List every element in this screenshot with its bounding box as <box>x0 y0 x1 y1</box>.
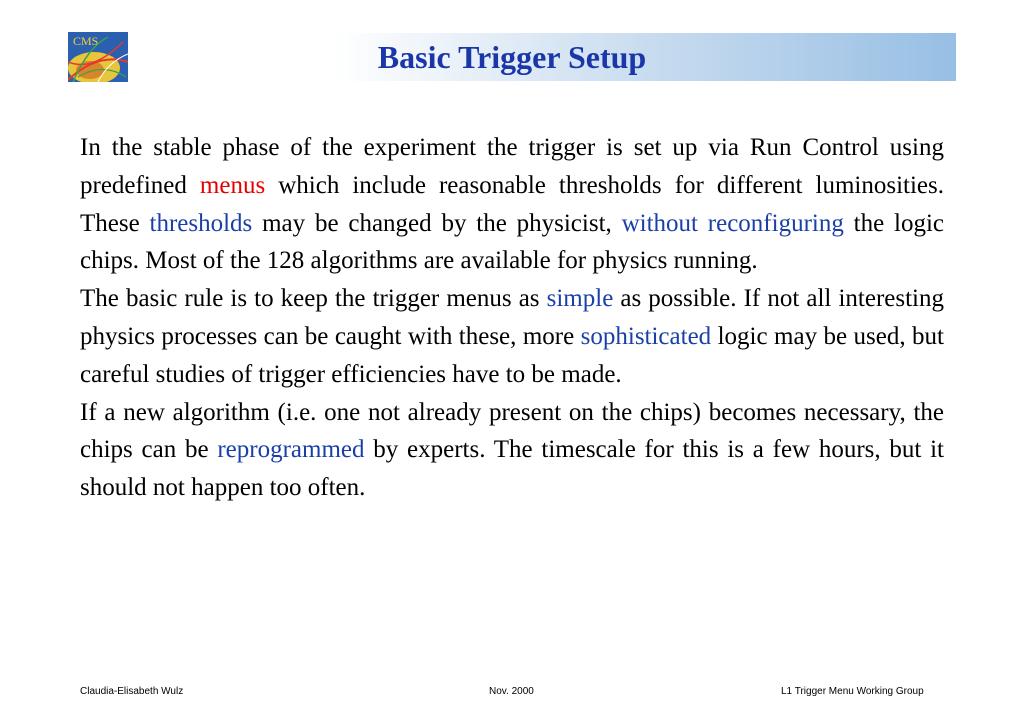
text-segment: the logic chips. Most of the 128 algorithms are available for physics running. <box>80 209 944 275</box>
footer-author: Claudia-Elisabeth Wulz <box>80 686 184 697</box>
text-segment: The basic rule is to keep the trigger menus as <box>80 285 547 313</box>
highlight-menus: menus <box>199 171 266 199</box>
text-segment: may be changed by the physicist, <box>252 209 622 237</box>
text-segment: logic may be used, but careful studies of trigger efficiencies have to be made. <box>80 322 944 388</box>
text-segment: If a new algorithm (i.e. one not already present on the chips) becomes necessary, the chips can be <box>80 398 944 464</box>
logo-text: CMS <box>73 34 99 48</box>
footer-date: Nov. 2000 <box>489 686 534 697</box>
text-segment: by experts. The timescale for this is a few hours, but it should not happen too often. <box>80 436 945 502</box>
highlight-simple: simple <box>546 285 614 313</box>
footer-group: L1 Trigger Menu Working Group <box>781 686 924 697</box>
highlight-thresholds: thresholds <box>149 209 253 237</box>
paragraph-1 <box>80 129 944 280</box>
highlight-reprogrammed: reprogrammed <box>217 436 365 464</box>
paragraph-3 <box>80 394 944 507</box>
text-segment: as possible. If not all interesting physics processes can be caught with these, more <box>80 285 944 350</box>
slide-title: Basic Trigger Setup <box>377 39 647 75</box>
highlight-sophisticated: sophisticated <box>580 322 712 350</box>
highlight-without-reconfiguring: without reconfiguring <box>621 209 844 237</box>
text-segment: which include reasonable thresholds for different luminosities. These <box>80 171 944 237</box>
title-bar <box>68 33 956 81</box>
cms-logo-icon <box>68 32 128 82</box>
body-text <box>80 129 944 507</box>
text-segment: In the stable phase of the experiment the trigger is set up via Run Control using predefined <box>80 134 944 199</box>
paragraph-2 <box>80 280 944 393</box>
